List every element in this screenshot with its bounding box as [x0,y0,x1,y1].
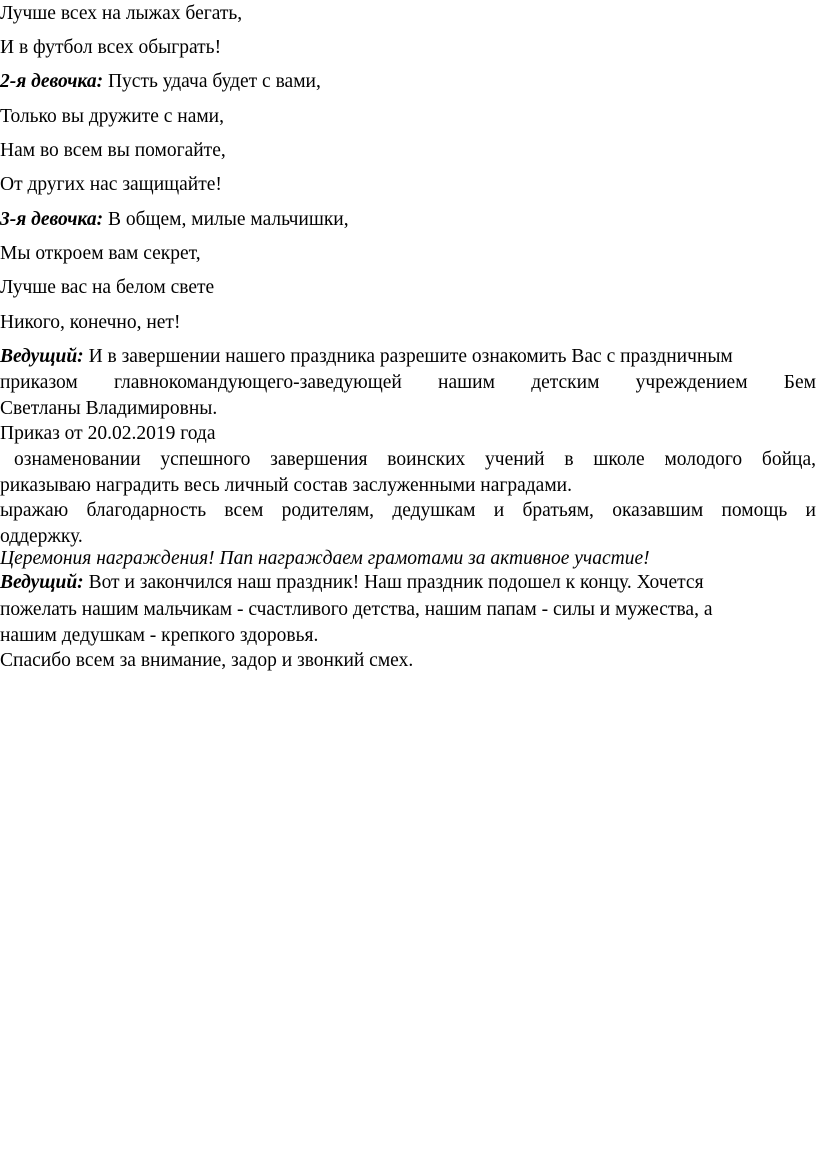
poem-line-3 [0,71,321,93]
speaker-label: Ведущий: [0,572,84,593]
speaker-label: 3-я девочка: [0,209,104,230]
order-line-3: ыражаю благодарность всем родителям, дедушкам и братьям, оказавшим помощь и [0,500,816,521]
poem-line-7 [0,209,349,231]
poem-line-6: От других нас защищайте! [0,174,222,195]
host-paragraph-1-line-2: приказом главнокомандующего-заведующей нашим детским учреждением Бем [0,372,816,393]
host-paragraph-2-line-2: пожелать нашим мальчикам - счастливого детства, нашим папам - силы и мужества, а [0,599,713,620]
poem-line-9: Лучше вас на белом свете [0,277,215,298]
ceremony-note: Церемония награждения! Пап награждаем грамотами за активное участие! [0,548,650,569]
poem-line-text: Пусть удача будет с вами, [103,71,321,92]
poem-line-4: Только вы дружите с нами, [0,106,224,127]
paragraph-text: И в завершении нашего праздника разрешите ознакомить Вас с праздничным [83,346,733,367]
poem-line-text: В общем, милые мальчишки, [103,209,349,230]
poem-line-5: Нам во всем вы помогайте, [0,140,226,161]
order-line-4: оддержку. [0,526,83,547]
order-line-2: риказываю наградить весь личный состав заслуженными наградами. [0,475,572,496]
speaker-label: 2-я девочка: [0,71,104,92]
host-paragraph-2-line-1 [0,572,704,594]
order-line-1: ознаменовании успешного завершения воинских учений в школе молодого бойца, [14,449,816,470]
host-paragraph-1-line-3: Светланы Владимировны. [0,398,218,419]
poem-line-1: Лучше всех на лыжах бегать, [0,3,243,24]
poem-line-10: Никого, конечно, нет! [0,312,181,333]
closing-line: Спасибо всем за внимание, задор и звонкий смех. [0,650,414,671]
host-paragraph-1-line-1 [0,346,733,368]
paragraph-text: Вот и закончился наш праздник! Наш праздник подошел к концу. Хочется [83,572,704,593]
poem-line-8: Мы откроем вам секрет, [0,243,201,264]
poem-line-2: И в футбол всех обыграть! [0,37,222,58]
speaker-label: Ведущий: [0,346,84,367]
order-title: Приказ от 20.02.2019 года [0,423,216,444]
host-paragraph-2-line-3: нашим дедушкам - крепкого здоровья. [0,625,319,646]
